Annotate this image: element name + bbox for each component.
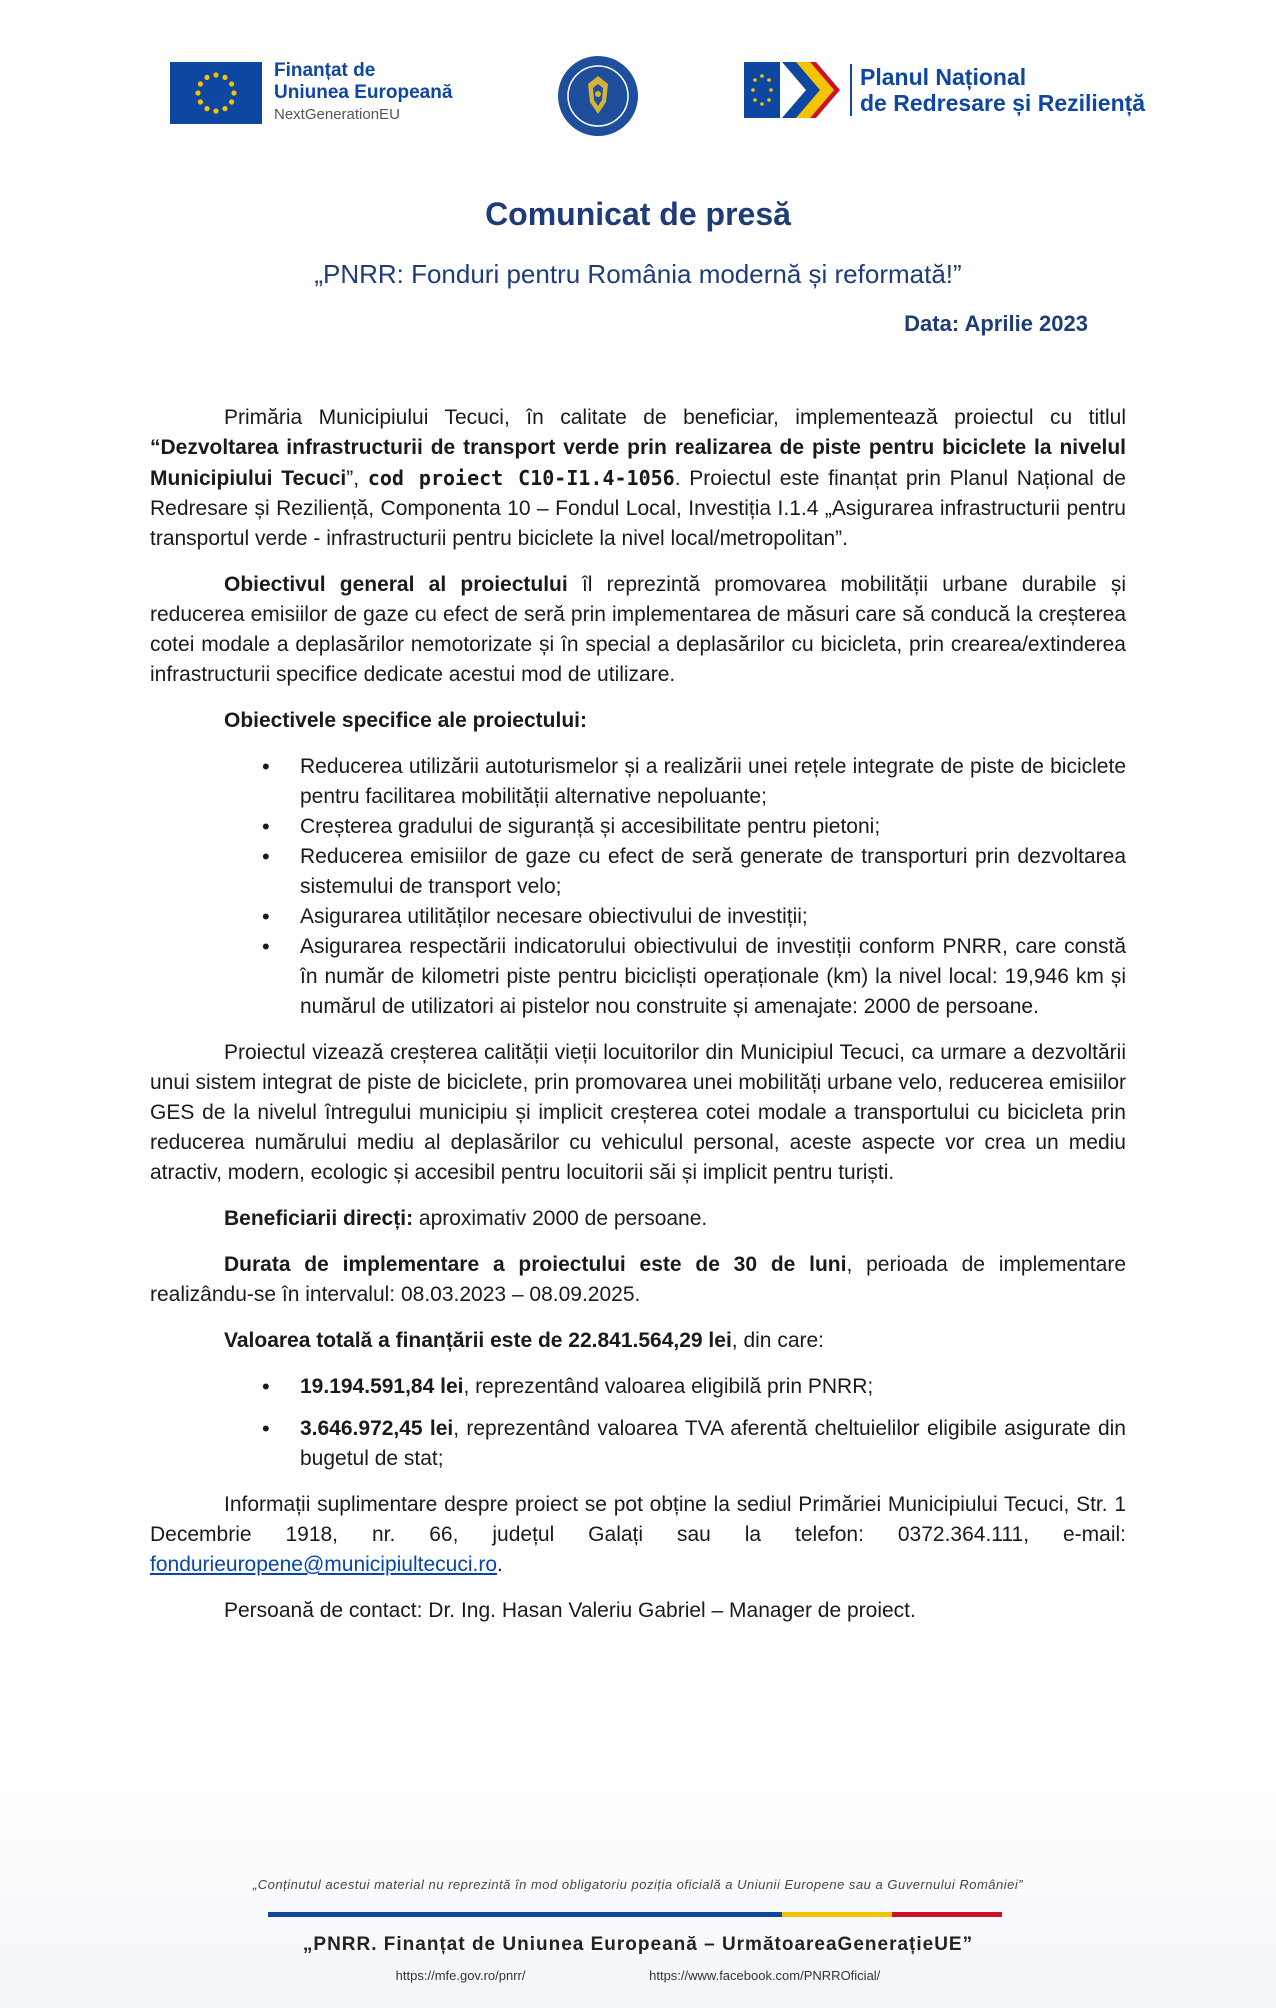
eligible-value-text: , reprezentând valoarea eligibilă prin PNRR; xyxy=(463,1375,874,1398)
page-title: Comunicat de presă xyxy=(485,196,791,232)
pnrr-logo xyxy=(744,62,1145,118)
pnrr-arrow-icon xyxy=(744,62,840,118)
contact-info-end: . xyxy=(497,1553,503,1576)
eu-flag-icon xyxy=(170,62,262,124)
footer-color-bar xyxy=(268,1912,1002,1917)
government-seal-icon xyxy=(556,54,640,143)
list-item: • Asigurarea respectării indicatorului obiectivului de investiții conform PNRR, care constă în număr de kilometri piste pentru bicicliști operaționale (km) la nivel local: 19,946 km și numărul de utilizatori ai pistelor nou construite și amenajate: 2000 de persoane. xyxy=(300,932,1126,1022)
list-item: • Asigurarea utilităților necesare obiectivului de investiții; xyxy=(300,902,1126,932)
specific-objectives-heading xyxy=(150,706,1126,736)
eu-logo-line2: Uniunea Europeană xyxy=(274,82,453,103)
eu-logo xyxy=(170,60,452,126)
list-item: • Reducerea emisiilor de gaze cu efect de seră generate de transporturi prin dezvoltarea sistemului de transport velo; xyxy=(300,842,1126,902)
footer-main-text: „PNRR. Finanțat de Uniunea Europeană – UrmătoareaGenerațieUE” xyxy=(302,1934,974,1955)
pnrr-logo-line2: de Redresare și Reziliență xyxy=(860,90,1146,116)
paragraph-total-value xyxy=(150,1326,1126,1356)
footer-disclaimer: „Conținutul acestui material nu reprezintă în mod obligatoriu poziția oficială a Uniunii Europene sau a Guvernului României” xyxy=(252,1877,1024,1892)
paragraph-duration xyxy=(150,1250,1126,1310)
project-code: cod proiect C10-I1.4-1056 xyxy=(367,466,675,490)
paragraph-intro xyxy=(150,403,1126,554)
contact-info-text: Informații suplimentare despre proiect se pot obține la sediul Primăriei Municipiului Tecuci, Str. 1 Decembrie 1918, nr. 66, județul Galați sau la telefon: 0372.364.111, e-mail: xyxy=(150,1493,1126,1546)
intro-text-3: . Proiectul este finanțat prin Planul Național de Redresare și Reziliență, Componenta 10 – Fondul Local, Investiția I.1.4 „Asigurarea infrastructurii pentru transportul verde - infrastructurii pentru biciclete la nivel local/metropolitan”. xyxy=(150,467,1126,550)
paragraph-impact: Proiectul vizează creșterea calității vieții locuitorilor din Municipiul Tecuci, ca urmare a dezvoltării unui sistem integrat de piste de biciclete, prin promovarea unei mobilități urbane velo, reducerea emisiilor GES de la nivelul întregului municipiu și implicit creșterea cotei modale a transportului cu bicicleta prin reducerea numărului mediu al deplasărilor cu vehiculul personal, aceste aspecte vor crea un mediu atractiv, modern, ecologic și accesibil pentru locuitorii săi și implicit pentru turiști. xyxy=(150,1041,1126,1184)
total-value-suffix: , din care: xyxy=(731,1329,825,1352)
pnrr-logo-line1: Planul Național xyxy=(860,64,1027,90)
paragraph-contact-person: Persoană de contact: Dr. Ing. Hasan Valeriu Gabriel – Manager de proiect. xyxy=(224,1599,916,1622)
intro-text-1: Primăria Municipiului Tecuci, în calitate de beneficiar, implementează proiectul cu titlul xyxy=(224,406,1126,429)
page-subtitle: „PNRR: Fonduri pentru România modernă și reformată!” xyxy=(314,259,962,289)
vat-value-text: , reprezentând valoarea TVA aferentă cheltuielilor eligibile asigurate din bugetul de stat; xyxy=(300,1417,1126,1470)
header-logos xyxy=(0,54,1276,144)
eu-logo-line3: NextGenerationEU xyxy=(274,106,400,123)
eligible-value-amount: 19.194.591,84 lei xyxy=(300,1375,464,1398)
email-link[interactable]: fondurieuropene@municipiultecuci.ro xyxy=(150,1553,498,1576)
list-item xyxy=(300,1414,1126,1474)
duration-period: , perioada de implementare realizându-se în intervalul: 08.03.2023 – 08.09.2025. xyxy=(150,1253,1126,1306)
paragraph-contact-info xyxy=(150,1490,1126,1580)
date-label: Data: Aprilie 2023 xyxy=(904,311,1088,336)
list-item: • Reducerea utilizării autoturismelor și a realizării unei rețele integrate de piste de biciclete pentru facilitarea mobilității alternative nepoluante; xyxy=(300,752,1126,812)
paragraph-beneficiaries xyxy=(150,1204,1126,1234)
footer-link-facebook[interactable]: https://www.facebook.com/PNRROficial/ xyxy=(649,1968,881,1983)
specific-objectives-list xyxy=(150,752,1126,1022)
footer-link-mfe[interactable]: https://mfe.gov.ro/pnrr/ xyxy=(395,1968,526,1983)
general-objective-label: Obiectivul general al proiectului xyxy=(224,573,568,596)
specific-objectives-heading-text: Obiectivele specifice ale proiectului: xyxy=(224,709,587,732)
intro-text-2: ”, xyxy=(346,467,368,490)
list-item: • Creșterea gradului de siguranță și accesibilitate pentru pietoni; xyxy=(300,812,1126,842)
document-body xyxy=(150,403,1126,1642)
beneficiaries-label: Beneficiarii direcți: xyxy=(224,1207,414,1230)
duration-label: Durata de implementare a proiectului este de 30 de luni xyxy=(224,1253,847,1276)
beneficiaries-value: aproximativ 2000 de persoane. xyxy=(413,1207,708,1230)
value-breakdown-list xyxy=(150,1372,1126,1474)
footer-links xyxy=(0,1968,1276,1983)
eu-logo-line1: Finanțat de xyxy=(274,60,376,81)
project-title: “Dezvoltarea infrastructurii de transport verde prin realizarea de piste pentru biciclete la nivelul Municipiului Tecuci xyxy=(150,436,1126,490)
paragraph-general-objective xyxy=(150,570,1126,690)
general-objective-text: îl reprezintă promovarea mobilității urbane durabile și reducerea emisiilor de gaze cu efect de seră prin implementarea de măsuri care să conducă la creșterea cotei modale a deplasărilor nemotorizate și în special a deplasărilor cu bicicleta, prin crearea/extinderea infrastructurii specifice dedicate acestui mod de utilizare. xyxy=(150,573,1126,686)
list-item xyxy=(300,1372,1126,1402)
total-value-label: Valoarea totală a finanțării este de 22.841.564,29 lei xyxy=(224,1329,732,1352)
vat-value-amount: 3.646.972,45 lei xyxy=(300,1417,454,1440)
